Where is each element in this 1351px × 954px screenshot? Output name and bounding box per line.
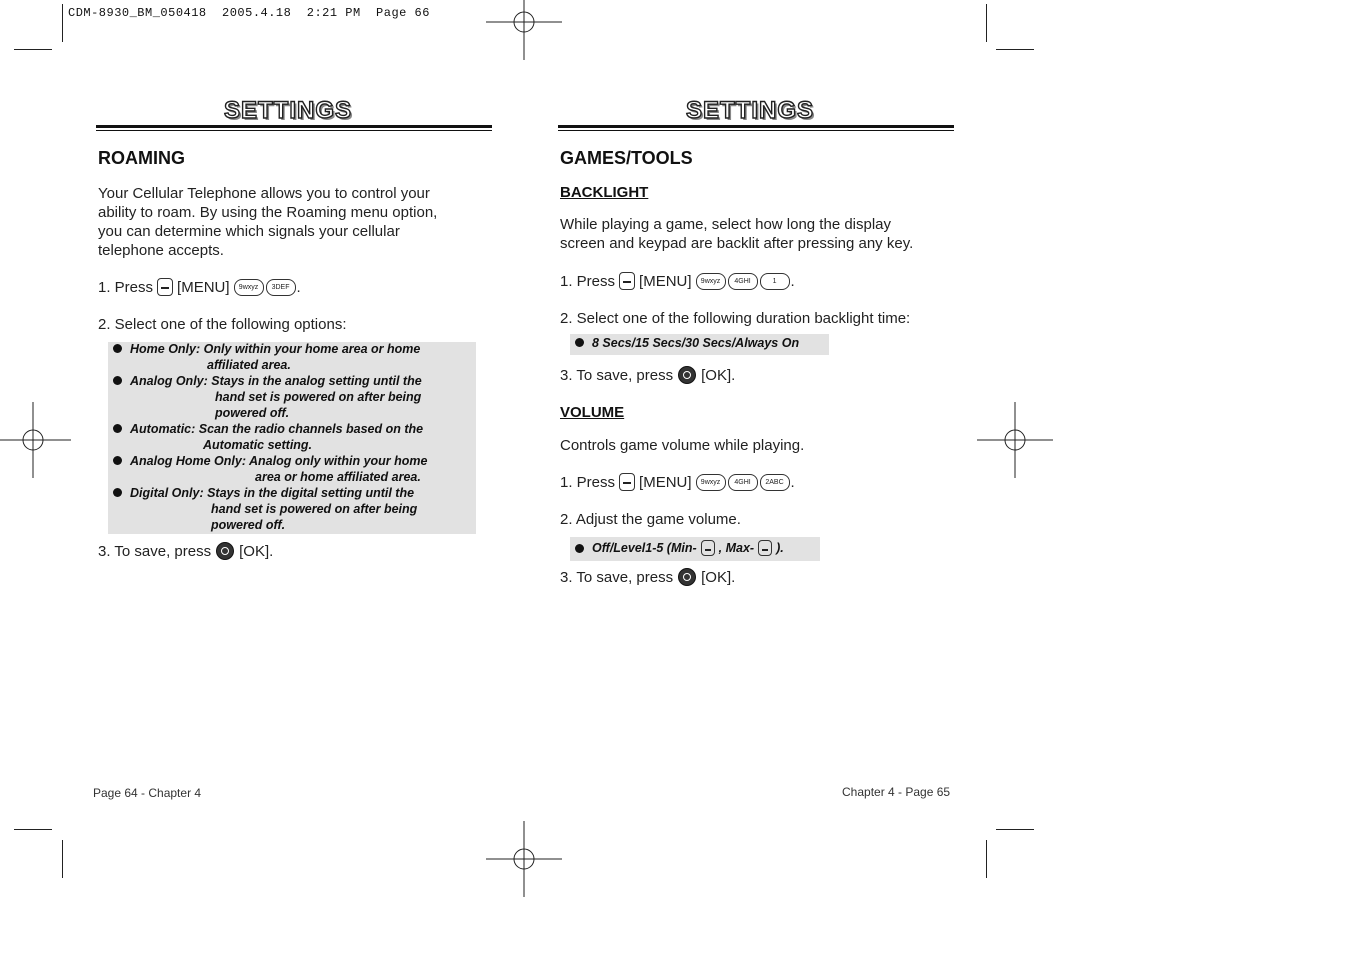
keypad-3-icon: 3DEF <box>266 279 296 296</box>
keypad-9-icon: 9wxyz <box>696 273 726 290</box>
text-line: you can determine which signals your cellular <box>98 223 400 240</box>
crop-mark <box>996 49 1034 50</box>
roaming-step-2: 2. Select one of the following options: <box>98 316 347 333</box>
backlight-step-3 <box>560 366 735 384</box>
option-text: Off/Level1-5 (Min- <box>592 541 697 555</box>
ok-key-icon <box>216 542 234 560</box>
option-text: Analog Home Only: Analog only within your home <box>130 454 428 468</box>
backlight-step-2: 2. Select one of the following duration backlight time: <box>560 310 911 327</box>
backlight-intro <box>560 215 913 253</box>
step-text: [OK]. <box>701 366 736 384</box>
option-backlight-durations <box>575 335 799 351</box>
subheading-volume: VOLUME <box>560 404 625 421</box>
step-text: 1. Press <box>560 272 616 290</box>
step-text: [MENU] <box>639 473 692 491</box>
bullet-icon <box>113 424 122 433</box>
option-text: , Max- <box>718 541 755 555</box>
option-home-only <box>113 341 420 357</box>
footer-left: Page 64 - Chapter 4 <box>93 786 202 800</box>
bullet-icon <box>113 376 122 385</box>
section-heading-games-tools: GAMES/TOOLS <box>560 148 693 168</box>
keypad-9-icon: 9wxyz <box>234 279 264 296</box>
step-text: . <box>790 473 795 491</box>
title-rule <box>558 125 954 128</box>
footer-right: Chapter 4 - Page 65 <box>842 785 951 799</box>
option-text: 8 Secs/15 Secs/30 Secs/Always On <box>592 336 800 350</box>
crop-mark <box>14 49 52 50</box>
keypad-2-icon: 2ABC <box>760 474 790 491</box>
page-title-right: SETTINGS <box>686 97 815 124</box>
option-text: Automatic: Scan the radio channels based on the <box>130 422 424 436</box>
registration-mark-icon <box>486 821 562 897</box>
option-analog-home-only <box>113 453 427 469</box>
crop-mark <box>996 829 1034 830</box>
option-text: Analog Only: Stays in the analog setting until the <box>130 374 422 388</box>
menu-key-icon <box>619 272 635 290</box>
step-text: 3. To save, press <box>560 568 674 586</box>
volume-step-2: 2. Adjust the game volume. <box>560 511 741 528</box>
crop-mark <box>62 840 63 878</box>
keypad-1-icon: 1 <box>760 273 790 290</box>
title-rule <box>96 130 492 131</box>
step-text: [OK]. <box>701 568 736 586</box>
option-text: hand set is powered on after being <box>215 390 422 404</box>
bullet-icon <box>575 544 584 553</box>
step-text: 3. To save, press <box>560 366 674 384</box>
roaming-step-3 <box>98 542 273 560</box>
text-line: ability to roam. By using the Roaming menu option, <box>98 204 438 221</box>
title-rule <box>558 130 954 131</box>
step-text: 1. Press <box>98 278 154 296</box>
step-text: . <box>790 272 795 290</box>
ok-key-icon <box>678 568 696 586</box>
bullet-icon <box>113 488 122 497</box>
step-text: [MENU] <box>639 272 692 290</box>
page-title-left: SETTINGS <box>224 97 353 124</box>
option-text: Home Only: Only within your home area or home <box>130 342 421 356</box>
roaming-intro <box>98 184 437 260</box>
step-text: . <box>296 278 301 296</box>
text-line: Your Cellular Telephone allows you to control your <box>98 185 430 202</box>
step-text: 1. Press <box>560 473 616 491</box>
text-line: telephone accepts. <box>98 242 224 259</box>
option-text: powered off. <box>211 518 286 532</box>
text-line: While playing a game, select how long the display <box>560 216 892 233</box>
roaming-step-1 <box>98 278 301 296</box>
backlight-step-1 <box>560 272 795 290</box>
crop-mark <box>62 4 63 42</box>
registration-mark-icon <box>977 402 1053 478</box>
bullet-icon <box>113 344 122 353</box>
crop-mark <box>986 840 987 878</box>
option-text: hand set is powered on after being <box>211 502 418 516</box>
option-text: powered off. <box>215 406 290 420</box>
step-text: 3. To save, press <box>98 542 212 560</box>
text-line: screen and keypad are backlit after pressing any key. <box>560 235 914 252</box>
step-text: [MENU] <box>177 278 230 296</box>
option-text: affiliated area. <box>207 358 291 372</box>
option-digital-only <box>113 485 414 501</box>
step-text: [OK]. <box>239 542 274 560</box>
left-soft-key-icon <box>701 540 715 556</box>
keypad-4-icon: 4GHI <box>728 273 758 290</box>
subheading-backlight: BACKLIGHT <box>560 184 649 201</box>
option-analog-only <box>113 373 422 389</box>
registration-mark-icon <box>0 402 71 478</box>
crop-mark <box>14 829 52 830</box>
bullet-icon <box>575 338 584 347</box>
option-volume-levels <box>575 540 784 556</box>
menu-key-icon <box>619 473 635 491</box>
title-rule <box>96 125 492 128</box>
print-slug: CDM-8930_BM_050418 2005.4.18 2:21 PM Page 66 <box>68 6 430 20</box>
section-heading-roaming: ROAMING <box>98 148 185 168</box>
option-text: area or home affiliated area. <box>255 470 421 484</box>
right-soft-key-icon <box>758 540 772 556</box>
ok-key-icon <box>678 366 696 384</box>
volume-step-1 <box>560 473 795 491</box>
volume-step-3 <box>560 568 735 586</box>
option-automatic <box>113 421 423 437</box>
option-text: ). <box>776 541 784 555</box>
volume-intro: Controls game volume while playing. <box>560 437 805 454</box>
keypad-9-icon: 9wxyz <box>696 474 726 491</box>
option-text: Automatic setting. <box>203 438 313 452</box>
menu-key-icon <box>157 278 173 296</box>
keypad-4-icon: 4GHI <box>728 474 758 491</box>
bullet-icon <box>113 456 122 465</box>
registration-mark-icon <box>486 0 562 60</box>
option-text: Digital Only: Stays in the digital setting until the <box>130 486 415 500</box>
crop-mark <box>986 4 987 42</box>
